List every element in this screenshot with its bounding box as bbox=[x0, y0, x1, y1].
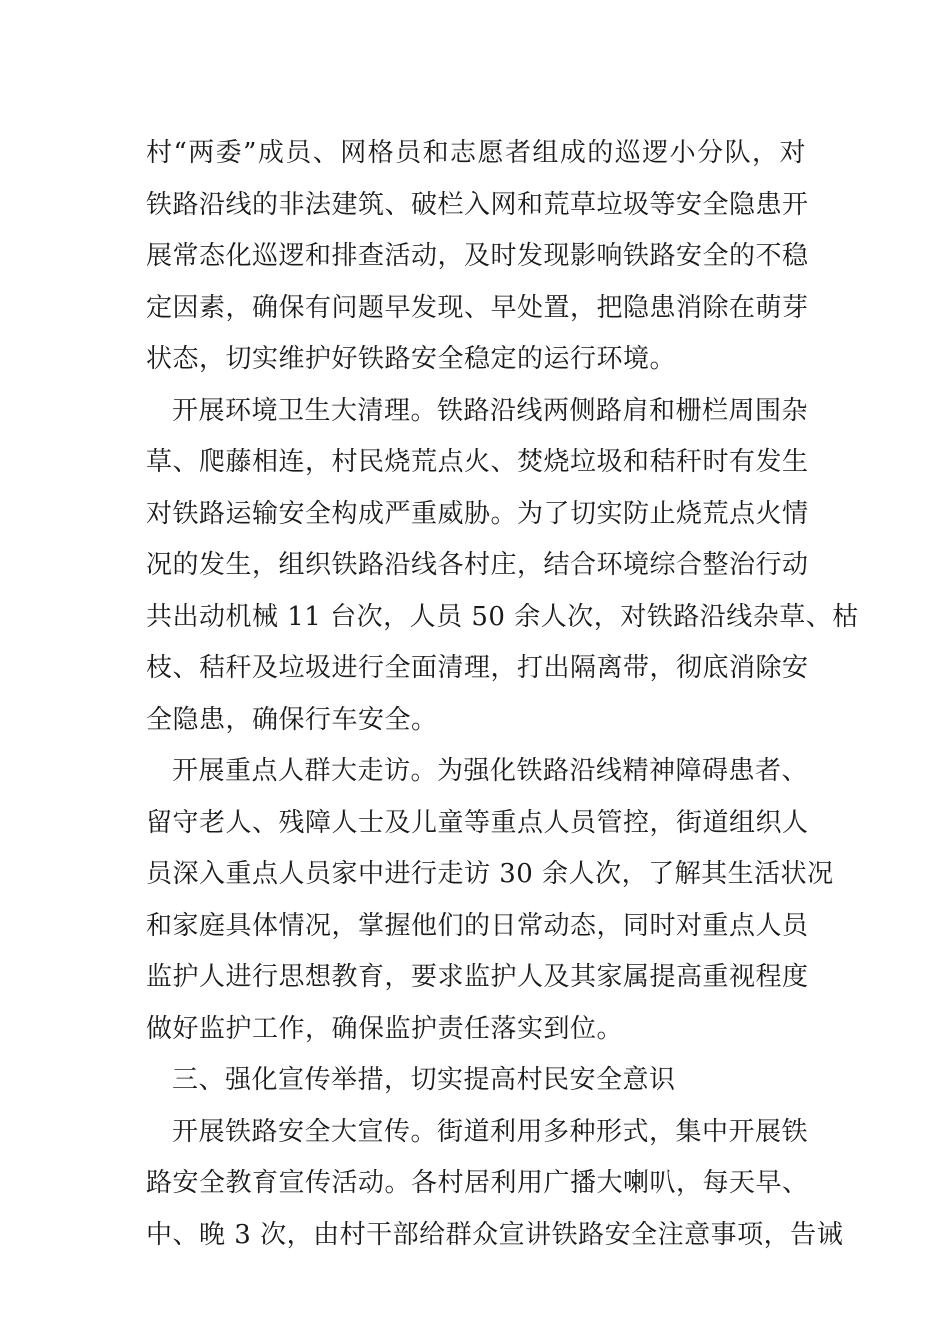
text-line: 草、爬藤相连，村民烧荒点火、焚烧垃圾和秸秆时有发生 bbox=[146, 447, 809, 477]
text-line: 枝、秸秆及垃圾进行全面清理，打出隔离带，彻底消除安 bbox=[146, 653, 809, 683]
text-line: 三、强化宣传举措，切实提高村民安全意识 bbox=[172, 1065, 676, 1095]
text-line: 开展环境卫生大清理。铁路沿线两侧路肩和栅栏周围杂 bbox=[172, 395, 809, 426]
document-body bbox=[146, 128, 859, 1261]
text-line: 况的发生，组织铁路沿线各村庄，结合环境综合整治行动 bbox=[146, 550, 809, 580]
text-line: 员深入重点人员家中进行走访 30 余人次，了解其生活状况 bbox=[146, 859, 834, 889]
text-line: 开展铁路安全大宣传。街道利用多种形式，集中开展铁 bbox=[172, 1116, 809, 1147]
text-line: 路安全教育宣传活动。各村居利用广播大喇叭，每天早、 bbox=[146, 1168, 809, 1198]
text-line: 共出动机械 11 台次，人员 50 余人次，对铁路沿线杂草、枯 bbox=[146, 601, 859, 632]
text-line: 定因素，确保有问题早发现、早处置，把隐患消除在萌芽 bbox=[146, 292, 809, 323]
text-line: 状态，切实维护好铁路安全稳定的运行环境。 bbox=[146, 344, 677, 374]
text-line: 铁路沿线的非法建筑、破栏入网和荒草垃圾等安全隐患开 bbox=[146, 189, 809, 220]
text-line: 对铁路运输安全构成严重威胁。为了切实防止烧荒点火情 bbox=[146, 498, 809, 529]
text-line: 做好监护工作，确保监护责任落实到位。 bbox=[146, 1013, 624, 1044]
text-line: 全隐患，确保行车安全。 bbox=[146, 704, 438, 735]
text-line: 中、晚 3 次，由村干部给群众宣讲铁路安全注意事项，告诫 bbox=[146, 1219, 844, 1250]
text-line: 开展重点人群大走访。为强化铁路沿线精神障碍患者、 bbox=[172, 756, 809, 786]
text-line: 展常态化巡逻和排查活动，及时发现影响铁路安全的不稳 bbox=[146, 241, 809, 271]
text-line: 留守老人、残障人士及儿童等重点人员管控，街道组织人 bbox=[146, 807, 809, 838]
text-line: 和家庭具体情况，掌握他们的日常动态，同时对重点人员 bbox=[146, 910, 809, 941]
text-line: 监护人进行思想教育，要求监护人及其家属提高重视程度 bbox=[146, 962, 809, 992]
text-line: 村“两委”成员、网格员和志愿者组成的巡逻小分队，对 bbox=[146, 138, 806, 168]
